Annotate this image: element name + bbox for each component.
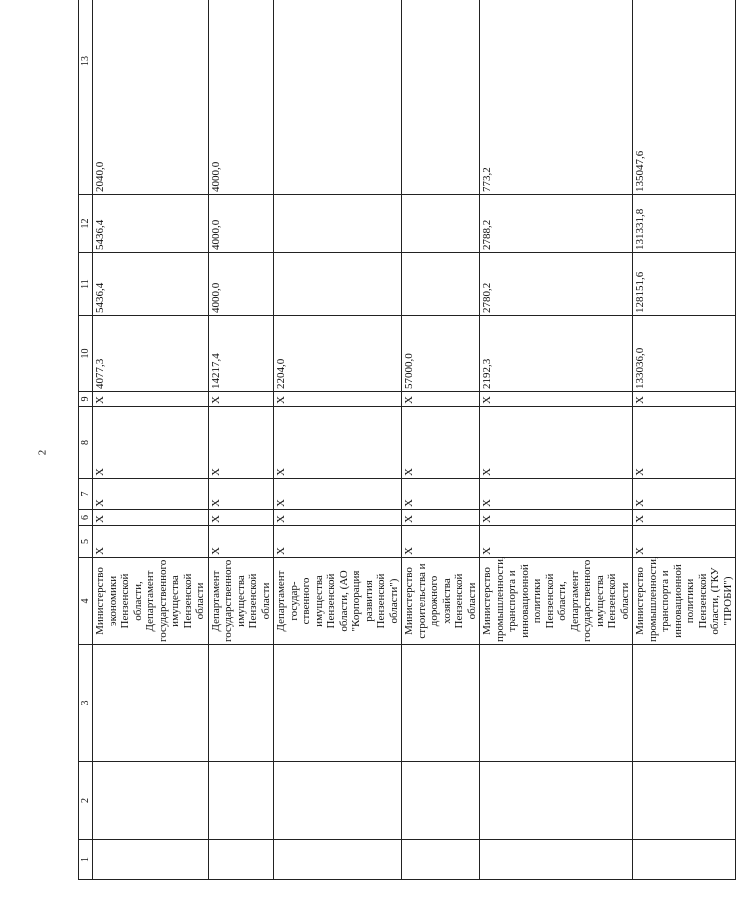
cell-col3 (93, 645, 209, 762)
cell-col7: X (480, 479, 633, 510)
cell-col1 (402, 840, 480, 880)
header-cell-10: 10 (79, 316, 93, 392)
cell-col9: X (93, 392, 209, 407)
cell-col10: 57000,0 (402, 316, 480, 392)
cell-col2 (633, 762, 736, 840)
cell-col12 (402, 195, 480, 253)
cell-department: Министерство промышленности, транспорта и инновационной политики Пензенской области, Департамент государственного имущества Пензенской области (480, 558, 633, 645)
cell-col3 (208, 645, 274, 762)
rotated-table-container (78, 28, 734, 880)
cell-col9: X (402, 392, 480, 407)
cell-col5: X (208, 526, 274, 558)
cell-col12 (274, 195, 402, 253)
cell-col8: X (208, 407, 274, 479)
header-cell-3: 3 (79, 645, 93, 762)
cell-col1 (480, 840, 633, 880)
cell-col10: 133036,0 (633, 316, 736, 392)
cell-col8: X (274, 407, 402, 479)
cell-col8: X (402, 407, 480, 479)
cell-col10: 2204,0 (274, 316, 402, 392)
table-row (402, 0, 480, 880)
header-cell-4: 4 (79, 558, 93, 645)
cell-col6: X (480, 510, 633, 526)
cell-col13: 135047,6 (633, 0, 736, 195)
cell-col12: 2788,2 (480, 195, 633, 253)
cell-col8: X (93, 407, 209, 479)
cell-col13 (274, 0, 402, 195)
cell-col6: X (93, 510, 209, 526)
cell-department: Министерство экономики Пензенской области, Департамент государственного имущества Пензенской области (93, 558, 209, 645)
cell-col1 (274, 840, 402, 880)
cell-col11: 4000,0 (208, 253, 274, 316)
header-cell-12: 12 (79, 195, 93, 253)
cell-col10: 14217,4 (208, 316, 274, 392)
cell-department: Министерство строительства и дорожного хозяйства Пензенской области (402, 558, 480, 645)
header-cell-7: 7 (79, 479, 93, 510)
cell-col9: X (633, 392, 736, 407)
cell-col7: X (208, 479, 274, 510)
cell-col13: 4000,0 (208, 0, 274, 195)
cell-col13 (402, 0, 480, 195)
cell-col2 (93, 762, 209, 840)
cell-col1 (93, 840, 209, 880)
cell-col1 (208, 840, 274, 880)
cell-col2 (274, 762, 402, 840)
table-row (208, 0, 274, 880)
cell-col9: X (208, 392, 274, 407)
cell-col5: X (274, 526, 402, 558)
cell-col8: X (633, 407, 736, 479)
header-cell-2: 2 (79, 762, 93, 840)
cell-col1 (633, 840, 736, 880)
cell-department: Департамент государ-ственного имущества Пензенской области, (АО "Корпорация развития Пензенской области") (274, 558, 402, 645)
cell-col13: 773,2 (480, 0, 633, 195)
cell-col7: X (93, 479, 209, 510)
header-cell-9: 9 (79, 392, 93, 407)
cell-col7: X (633, 479, 736, 510)
table-row (274, 0, 402, 880)
header-cell-8: 8 (79, 407, 93, 479)
cell-col2 (208, 762, 274, 840)
cell-col3 (402, 645, 480, 762)
cell-col5: X (480, 526, 633, 558)
cell-col3 (274, 645, 402, 762)
cell-col5: X (402, 526, 480, 558)
cell-col5: X (633, 526, 736, 558)
header-cell-13: 13 (79, 0, 93, 195)
cell-department: Министерство промышленности, транспорта и инновационной политики Пензенской области, (ГКУ "ПРОБИ") (633, 558, 736, 645)
cell-col11 (274, 253, 402, 316)
cell-col10: 2192,3 (480, 316, 633, 392)
cell-col6: X (633, 510, 736, 526)
cell-col12: 131331,8 (633, 195, 736, 253)
cell-col2 (402, 762, 480, 840)
cell-col3 (480, 645, 633, 762)
page-number: 2 (36, 449, 49, 456)
cell-col11: 5436,4 (93, 253, 209, 316)
cell-department: Департамент государственного имущества Пензенской области (208, 558, 274, 645)
cell-col11: 128151,6 (633, 253, 736, 316)
cell-col9: X (480, 392, 633, 407)
cell-col7: X (274, 479, 402, 510)
cell-col6: X (402, 510, 480, 526)
header-cell-11: 11 (79, 253, 93, 316)
budget-table (78, 0, 736, 880)
table-row (480, 0, 633, 880)
cell-col6: X (208, 510, 274, 526)
cell-col8: X (480, 407, 633, 479)
cell-col12: 5436,4 (93, 195, 209, 253)
cell-col5: X (93, 526, 209, 558)
cell-col7: X (402, 479, 480, 510)
header-cell-5: 5 (79, 526, 93, 558)
cell-col6: X (274, 510, 402, 526)
cell-col13: 2040,0 (93, 0, 209, 195)
cell-col10: 4077,3 (93, 316, 209, 392)
header-row (79, 0, 93, 880)
cell-col11: 2780,2 (480, 253, 633, 316)
cell-col2 (480, 762, 633, 840)
cell-col11 (402, 253, 480, 316)
table-row (633, 0, 736, 880)
header-cell-6: 6 (79, 510, 93, 526)
cell-col9: X (274, 392, 402, 407)
cell-col12: 4000,0 (208, 195, 274, 253)
cell-col3 (633, 645, 736, 762)
table-row (93, 0, 209, 880)
header-cell-1: 1 (79, 840, 93, 880)
